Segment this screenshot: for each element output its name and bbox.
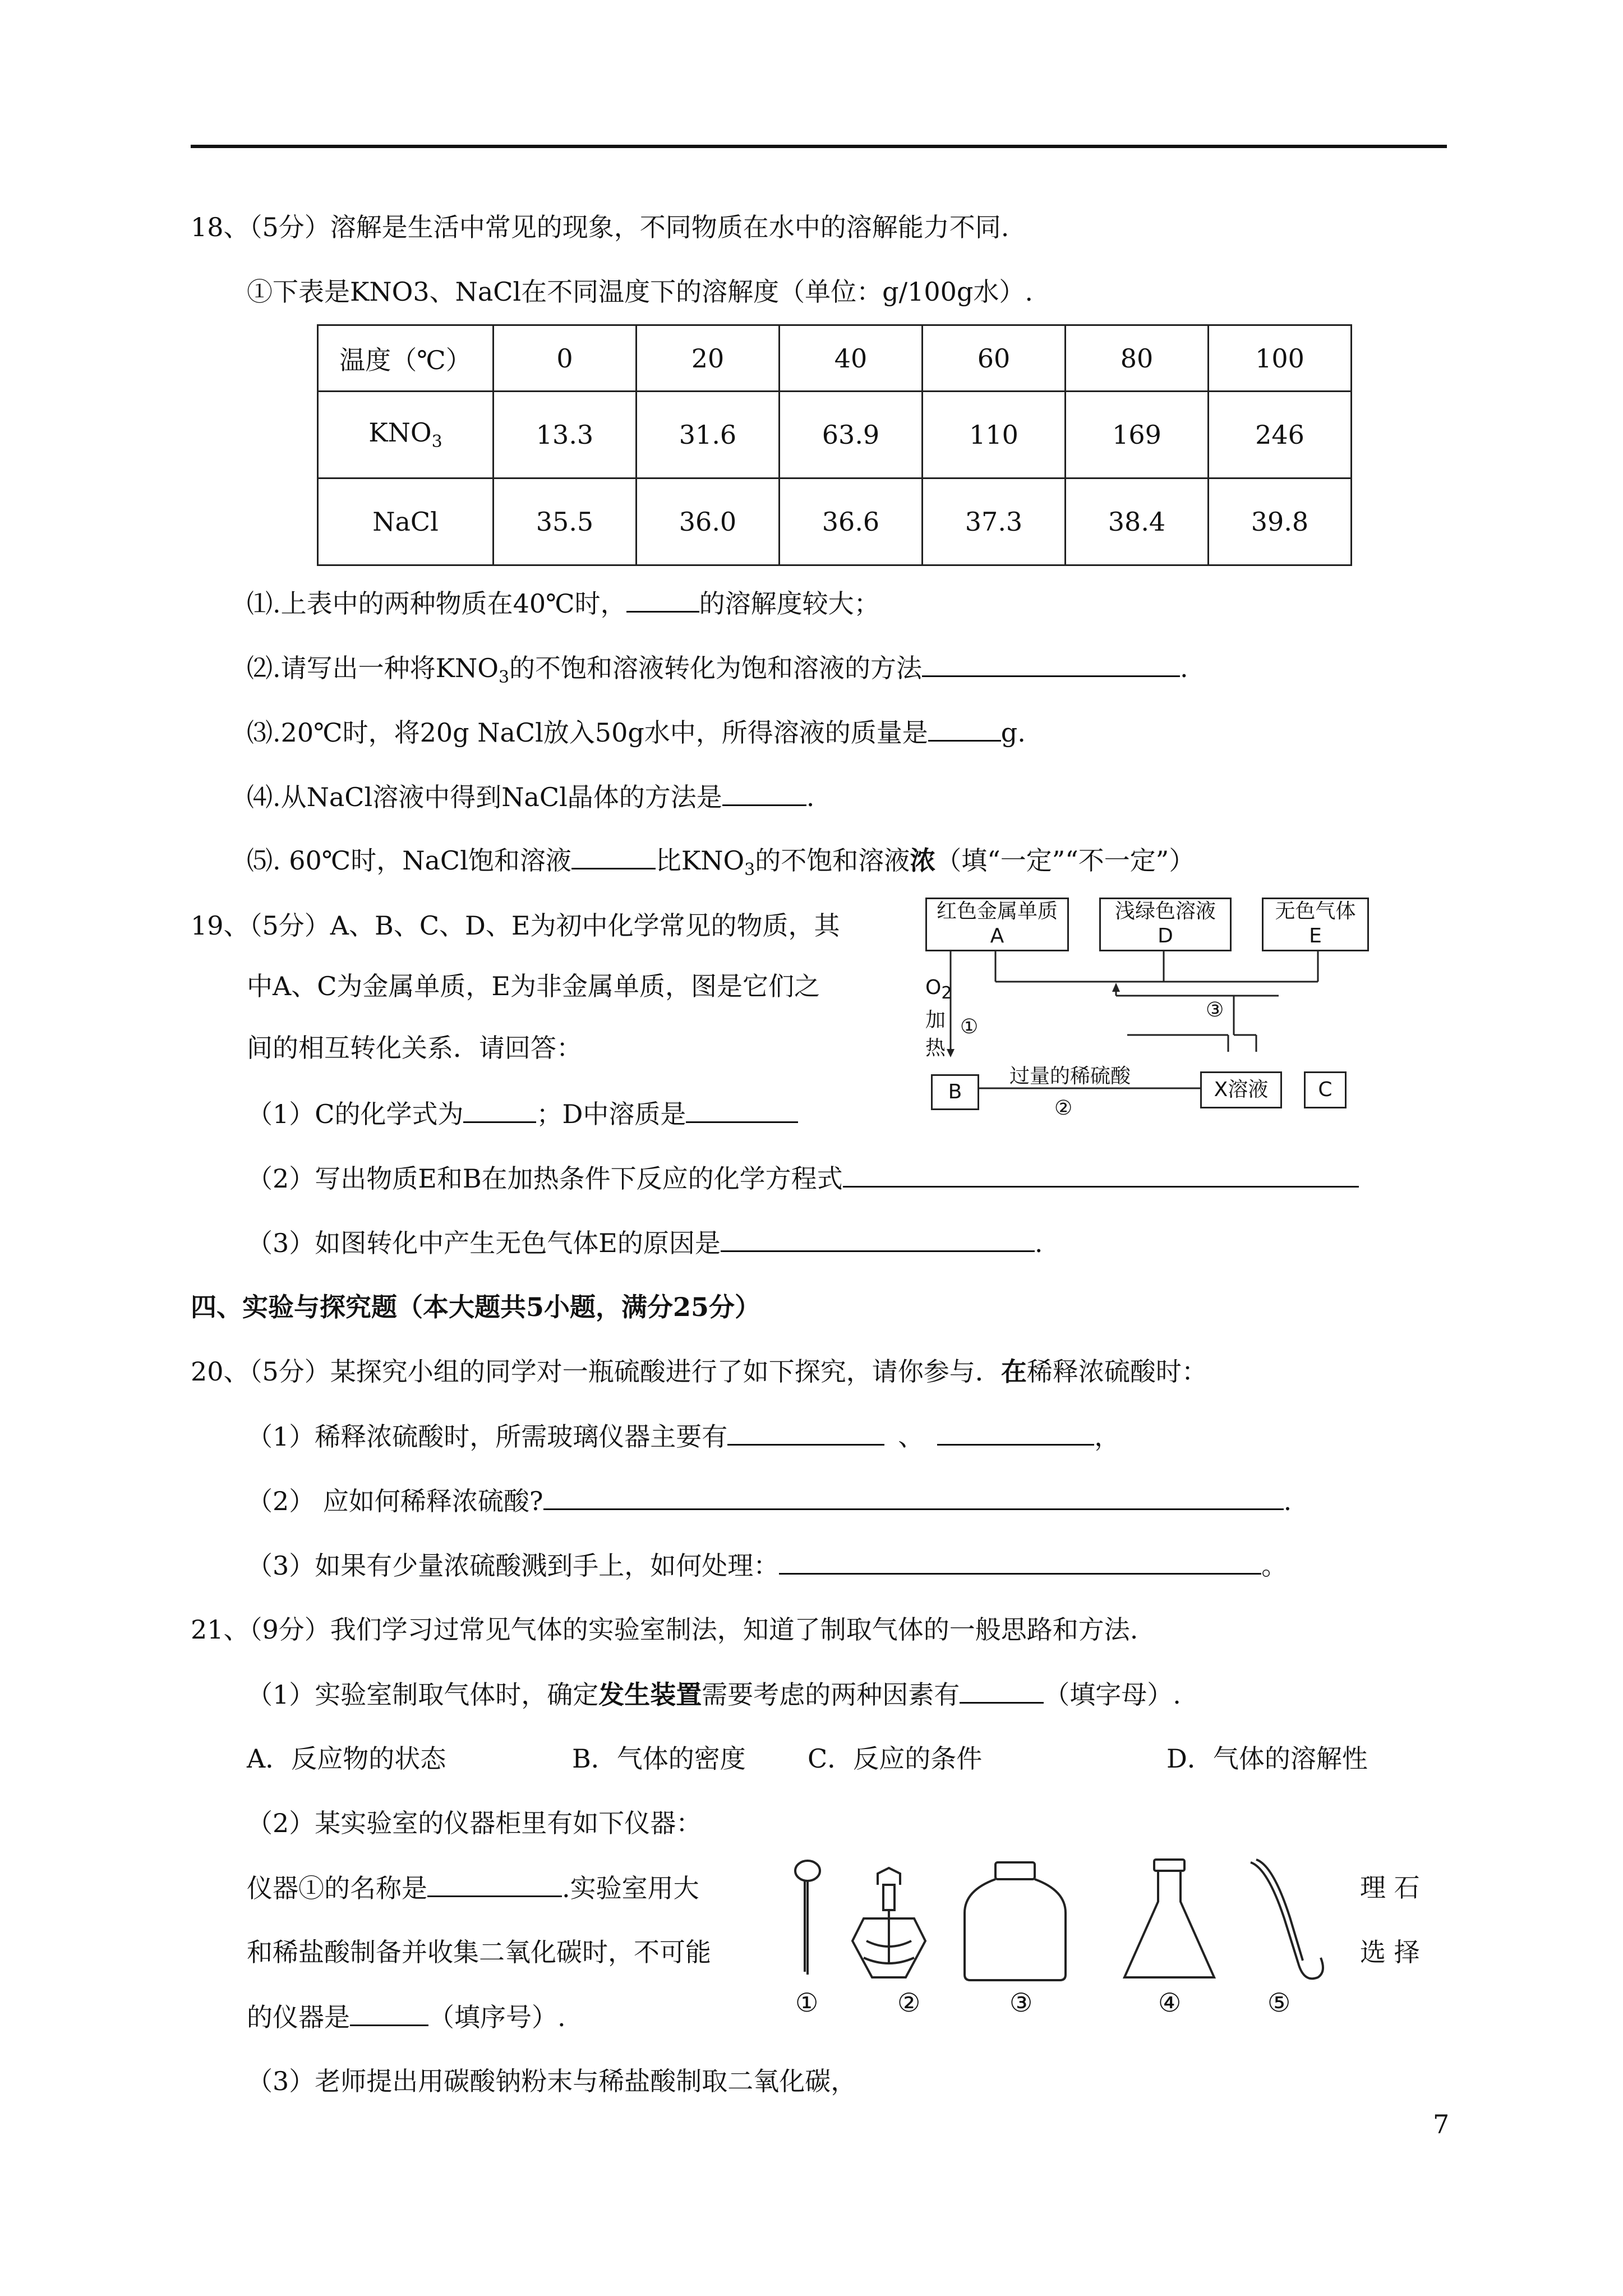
q18-table-caption: ①下表是KNO3、NaCl在不同温度下的溶解度（单位：g/100g水）. [247,277,1033,307]
answer-blank[interactable] [960,1677,1044,1704]
q21-row2: 和稀盐酸制备并收集二氧化碳时，不可能 [247,1937,711,1967]
box-d: 浅绿色溶液 D [1099,898,1232,951]
label-re: 热 [925,1037,946,1060]
box-b: B [931,1074,979,1110]
table-cell: 169 [1066,392,1209,478]
q19-line1: 19、（5分）A、B、C、D、E为初中化学常见的物质，其 [191,910,840,941]
answer-blank[interactable] [922,651,1180,677]
instrument-label-1: ① [795,1987,819,2018]
answer-blank[interactable] [779,1548,1261,1575]
table-cell: 110 [923,392,1066,478]
table-cell: 35.5 [494,478,637,565]
q20-intro: 20、（5分）某探究小组的同学对一瓶硫酸进行了如下探究，请你参与．在稀释浓硫酸时： [191,1356,1207,1387]
section4-heading: 四、实验与探究题（本大题共5小题，满分25分） [191,1292,761,1322]
answer-blank[interactable] [350,2000,428,2026]
table-cell: 39.8 [1209,478,1352,565]
q18-intro: 18、（5分）溶解是生活中常见的现象，不同物质在水中的溶解能力不同. [191,212,1009,242]
q18-part3: ⑶.20℃时，将20g NaCl放入50g水中，所得溶液的质量是 g. [247,715,1026,749]
table-header-cell: 60 [923,325,1066,392]
nacl-label-cell: NaCl [318,478,494,565]
table-cell: 246 [1209,392,1352,478]
table-header-cell: 0 [494,325,637,392]
label-jia: 加 [925,1009,946,1032]
q19-part3: （3）如图转化中产生无色气体E的原因是 . [247,1226,1043,1260]
circle-1: ① [960,1015,979,1038]
table-cell: 36.6 [780,478,923,565]
answer-blank[interactable] [843,1161,1359,1188]
q21-row3: 的仪器是 （填序号）. [247,2000,566,2034]
answer-blank[interactable] [626,586,699,613]
answer-blank[interactable] [727,1419,884,1446]
instrument-3-icon [965,1862,1066,1980]
box-c: C [1304,1071,1347,1108]
box-e: 无色气体 E [1262,898,1369,951]
table-header-cell: 40 [780,325,923,392]
table-cell: 38.4 [1066,478,1209,565]
q19-line2: 中A、C为金属单质，E为非金属单质，图是它们之 [247,971,820,1001]
answer-blank[interactable] [686,1097,798,1123]
q21-row1: 仪器①的名称是 .实验室用大 [247,1871,699,1905]
table-cell: 31.6 [637,392,780,478]
q21-right1: 理 石 [1360,1872,1420,1903]
circle-2: ② [1054,1097,1073,1120]
q19-part1: （1）C的化学式为 ；D中溶质是 [247,1097,798,1131]
q20-part1: （1）稀释浓硫酸时，所需玻璃仪器主要有 、 ， [247,1419,1120,1453]
q19-line3: 间的相互转化关系．请回答： [247,1033,582,1063]
instrument-4-icon [1124,1860,1214,1977]
answer-blank[interactable] [427,1871,562,1897]
box-x: X溶液 [1200,1071,1282,1108]
option-b: B．气体的密度 [572,1743,746,1774]
page-number: 7 [1433,2109,1450,2139]
kno3-label-cell: $KNO_3$ [318,392,494,478]
solubility-table [317,324,1352,566]
table-cell: 13.3 [494,392,637,478]
instrument-label-5: ⑤ [1267,1987,1291,2018]
table-header-cell: 100 [1209,325,1352,392]
instruments-figure [780,1851,1352,2008]
option-c: C．反应的条件 [808,1743,983,1774]
q18-part2: ⑵.请写出一种将$KNO_3$的不饱和溶液转化为饱和溶液的方法 . [247,651,1188,694]
option-d: D．气体的溶解性 [1166,1743,1368,1774]
answer-blank[interactable] [543,1484,1284,1510]
table-cell: 36.0 [637,478,780,565]
answer-blank[interactable] [721,1226,1035,1252]
q21-part3: （3）老师提出用碳酸钠粉末与稀盐酸制取二氧化碳， [247,2066,857,2096]
box-a: 红色金属单质 A [925,898,1069,951]
instrument-2-icon [852,1868,925,1977]
table-header-cell: 80 [1066,325,1209,392]
table-cell: 63.9 [780,392,923,478]
table-cell: 37.3 [923,478,1066,565]
table-row-kno3 [318,392,1352,478]
q21-part1: （1）实验室制取气体时，确定发生装置需要考虑的两种因素有 （填字母）. [247,1677,1181,1711]
option-a: A．反应物的状态 [247,1743,446,1774]
instrument-label-4: ④ [1158,1987,1182,2018]
q20-part2: （2） 应如何稀释浓硫酸? . [247,1484,1292,1518]
table-row-nacl [318,478,1352,565]
table-row-header [318,325,1352,392]
q21-part2: （2）某实验室的仪器柜里有如下仪器： [247,1808,702,1838]
answer-blank[interactable] [937,1419,1094,1446]
table-header-cell: 20 [637,325,780,392]
q20-part3: （3）如果有少量浓硫酸溅到手上，如何处理： 。 [247,1548,1287,1582]
header-rule [191,145,1447,148]
arrowhead [947,1049,955,1057]
circle-3: ③ [1206,999,1224,1022]
arrowhead [1112,983,1120,992]
label-o2: $O_2$ [925,976,952,1004]
table-header-cell: 温度（℃） [318,325,494,392]
instrument-1-icon [795,1861,820,1975]
instrument-5-icon [1251,1860,1323,1978]
q18-part1: ⑴.上表中的两种物质在40℃时， 的溶解度较大； [247,586,880,620]
instrument-label-3: ③ [1009,1987,1033,2018]
q19-part2: （2）写出物质E和B在加热条件下反应的化学方程式 [247,1161,1359,1195]
q18-part4: ⑷.从NaCl溶液中得到NaCl晶体的方法是 . [247,780,814,814]
q18-part5: ⑸. 60℃时，NaCl饱和溶液 比$KNO_3$的不饱和溶液浓（填“一定”“不一定”） [247,843,1195,887]
arrow-label: 过量的稀硫酸 [1009,1065,1131,1088]
answer-blank[interactable] [928,715,1001,742]
q21-right2: 选 择 [1360,1937,1420,1967]
q21-intro: 21、（9分）我们学习过常见气体的实验室制法，知道了制取气体的一般思路和方法. [191,1614,1138,1645]
answer-blank[interactable] [463,1097,536,1123]
answer-blank[interactable] [571,843,656,869]
instrument-label-2: ② [897,1987,921,2018]
answer-blank[interactable] [722,780,806,806]
